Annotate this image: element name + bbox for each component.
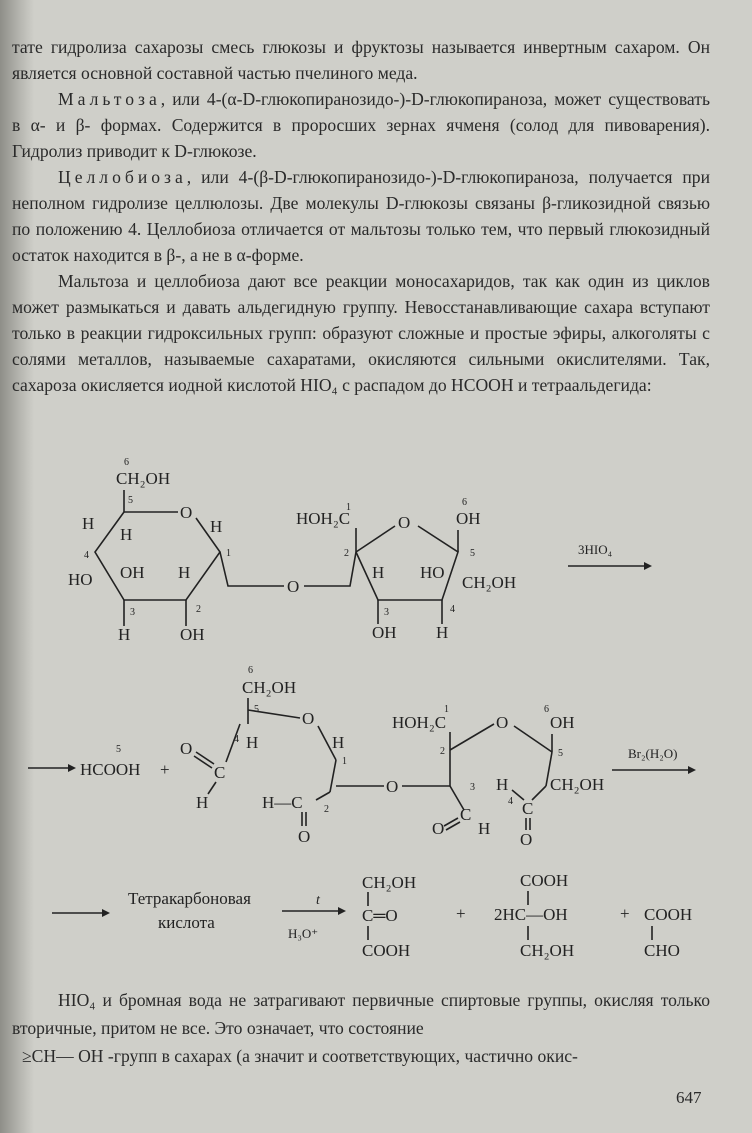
locant-1: 1 [226, 548, 231, 559]
h-label: H [178, 563, 191, 582]
products-row [52, 871, 692, 960]
product2-ch2oh: CH₂OH [520, 941, 575, 960]
product1-carbonyl: C═O [362, 906, 398, 925]
ch2oh-label: CH₂OH [242, 678, 297, 697]
locant-2: 2 [324, 804, 329, 815]
locant-1: 1 [342, 756, 347, 767]
locant-3: 3 [130, 607, 135, 618]
h-label: H [332, 733, 345, 752]
product1-ch2oh: CH₂OH [362, 873, 417, 892]
locant-2: 2 [344, 548, 349, 559]
reagent-bromine-water: Br₂(H₂O) [628, 746, 678, 761]
cellobiose-text: , или 4-(β-D-глюкопиранозидо-)-D-глюкопираноза, получается при неполном гидролизе целлюлозы. Две молекулы D-глюкозы связаны β-гликозидной связью по положению 4. Целлобиоза отличается от мальтозы только тем, что первый глюкозидный остаток находится в β-, а не в α-форме. [12, 167, 710, 265]
locant-5: 5 [128, 495, 133, 506]
paragraph-choh: ≥CH— OH -групп в сахарах (а значит и соответствующих, частично окис- [22, 1046, 578, 1066]
locant-5: 5 [116, 744, 121, 755]
hoh2c-label: HOH₂C [296, 509, 351, 528]
locant-5: 5 [254, 704, 259, 715]
locant-6: 6 [248, 665, 253, 676]
aldehyde-oxygen: O [520, 830, 533, 849]
term-maltose: Мальтоза [58, 89, 161, 109]
product1-cooh: COOH [362, 941, 411, 960]
ch2oh-label: CH₂OH [462, 573, 517, 592]
locant-3: 3 [470, 782, 475, 793]
h-label: H [246, 733, 259, 752]
h-label: H [118, 625, 131, 644]
locant-4: 4 [84, 550, 89, 561]
condition-heat: t [316, 893, 320, 908]
locant-2: 2 [196, 604, 201, 615]
body-text-bottom [12, 986, 710, 1070]
h-label: H [372, 563, 385, 582]
h-label: H [436, 623, 449, 642]
locant-6-label: 6 [124, 457, 129, 468]
ring-oxygen-1: O [180, 503, 193, 522]
ch2oh-top-left: CH₂OH [116, 469, 171, 488]
product2-choh: 2HC—OH [494, 905, 568, 924]
product3-cooh: COOH [644, 905, 693, 924]
ring-oxygen: O [496, 713, 509, 732]
reagent-hio4: 3HIO₄ [578, 542, 613, 557]
maltose-text: , или 4-(α-D-глюкопиранозидо-)-D-глюкопираноза, может существовать в α- и β- формах. Содержится в проросших зернах ячменя (солод для пивоварения). Гидролиз приводит к D-глюкозе. [12, 89, 710, 161]
h-label: H [196, 793, 209, 812]
h-label: H [210, 517, 223, 536]
oh-label: OH [550, 713, 575, 732]
oh-label: OH [120, 563, 145, 582]
page-number: 647 [676, 1088, 702, 1107]
sucrose-structure [68, 457, 652, 644]
aldehyde-oxygen: O [432, 819, 445, 838]
term-cellobiose: Целлобиоза [58, 167, 187, 187]
condition-acid: H₃O⁺ [288, 926, 319, 941]
hoh2c-label: HOH₂C [392, 713, 447, 732]
ho-label: HO [68, 570, 93, 589]
hcooh-label: HCOOH [80, 760, 141, 779]
h-label: H [496, 775, 509, 794]
locant-2: 2 [440, 746, 445, 757]
locant-4: 4 [234, 734, 239, 745]
tetracarboxylic-acid-line2: кислота [158, 913, 215, 932]
paragraph-1: тате гидролиза сахарозы смесь глюкозы и фруктозы называется инвертным сахаром. Он является основной составной частью пчелиного меда. [12, 37, 710, 83]
ring-oxygen-2: O [398, 513, 411, 532]
carbon-label: C [522, 799, 534, 818]
product2-cooh: COOH [520, 871, 569, 890]
locant-4: 4 [508, 796, 513, 807]
product3-cho: CHO [644, 941, 680, 960]
h-label: H [478, 819, 491, 838]
oh-label: OH [456, 509, 481, 528]
locant-6: 6 [462, 497, 467, 508]
paragraph-reactions: Мальтоза и целлобиоза дают все реакции моносахаридов, так как один из циклов может размыкаться и давать альдегидную группу. Невосстанавливающие сахара вступают только в реакции гидроксильных групп: образуют сложные и простые эфиры, алкоголяты с солями металлов, называемые сахаратами, окисляются сильными окислителями. Так, сахароза окисляется иодной кислотой HIO₄ с распадом до HCOOH и тетраальдегида: [12, 271, 710, 395]
h-label: H [120, 525, 133, 544]
tetraaldehyde-structure [28, 665, 696, 849]
ring-oxygen: O [302, 709, 315, 728]
locant-1: 1 [444, 704, 449, 715]
ch2oh-label: CH₂OH [550, 775, 605, 794]
bridge-oxygen: O [386, 777, 399, 796]
h-label: H [82, 514, 95, 533]
tetracarboxylic-acid-line1: Тетракарбоновая [128, 889, 251, 908]
carbon-label: C [214, 763, 226, 782]
oh-label: OH [180, 625, 205, 644]
aldehyde-h-c: H—C [262, 793, 303, 812]
locant-5: 5 [558, 748, 563, 759]
locant-4: 4 [450, 604, 455, 615]
ho-label: HO [420, 563, 445, 582]
plus-sign: + [456, 904, 466, 923]
bridge-oxygen: O [287, 577, 300, 596]
plus-sign: + [620, 904, 630, 923]
oh-label: OH [372, 623, 397, 642]
carbon-label: C [460, 805, 472, 824]
locant-3: 3 [384, 607, 389, 618]
locant-5: 5 [470, 548, 475, 559]
locant-6: 6 [544, 704, 549, 715]
locant-1: 1 [346, 502, 351, 513]
aldehyde-oxygen: O [298, 827, 311, 846]
paragraph-hio4: HIO₄ и бромная вода не затрагивают первичные спиртовые группы, окисляя только вторичные, притом не все. Это означает, что состояние [12, 990, 710, 1038]
plus-sign: + [160, 760, 170, 779]
aldehyde-oxygen: O [180, 739, 193, 758]
